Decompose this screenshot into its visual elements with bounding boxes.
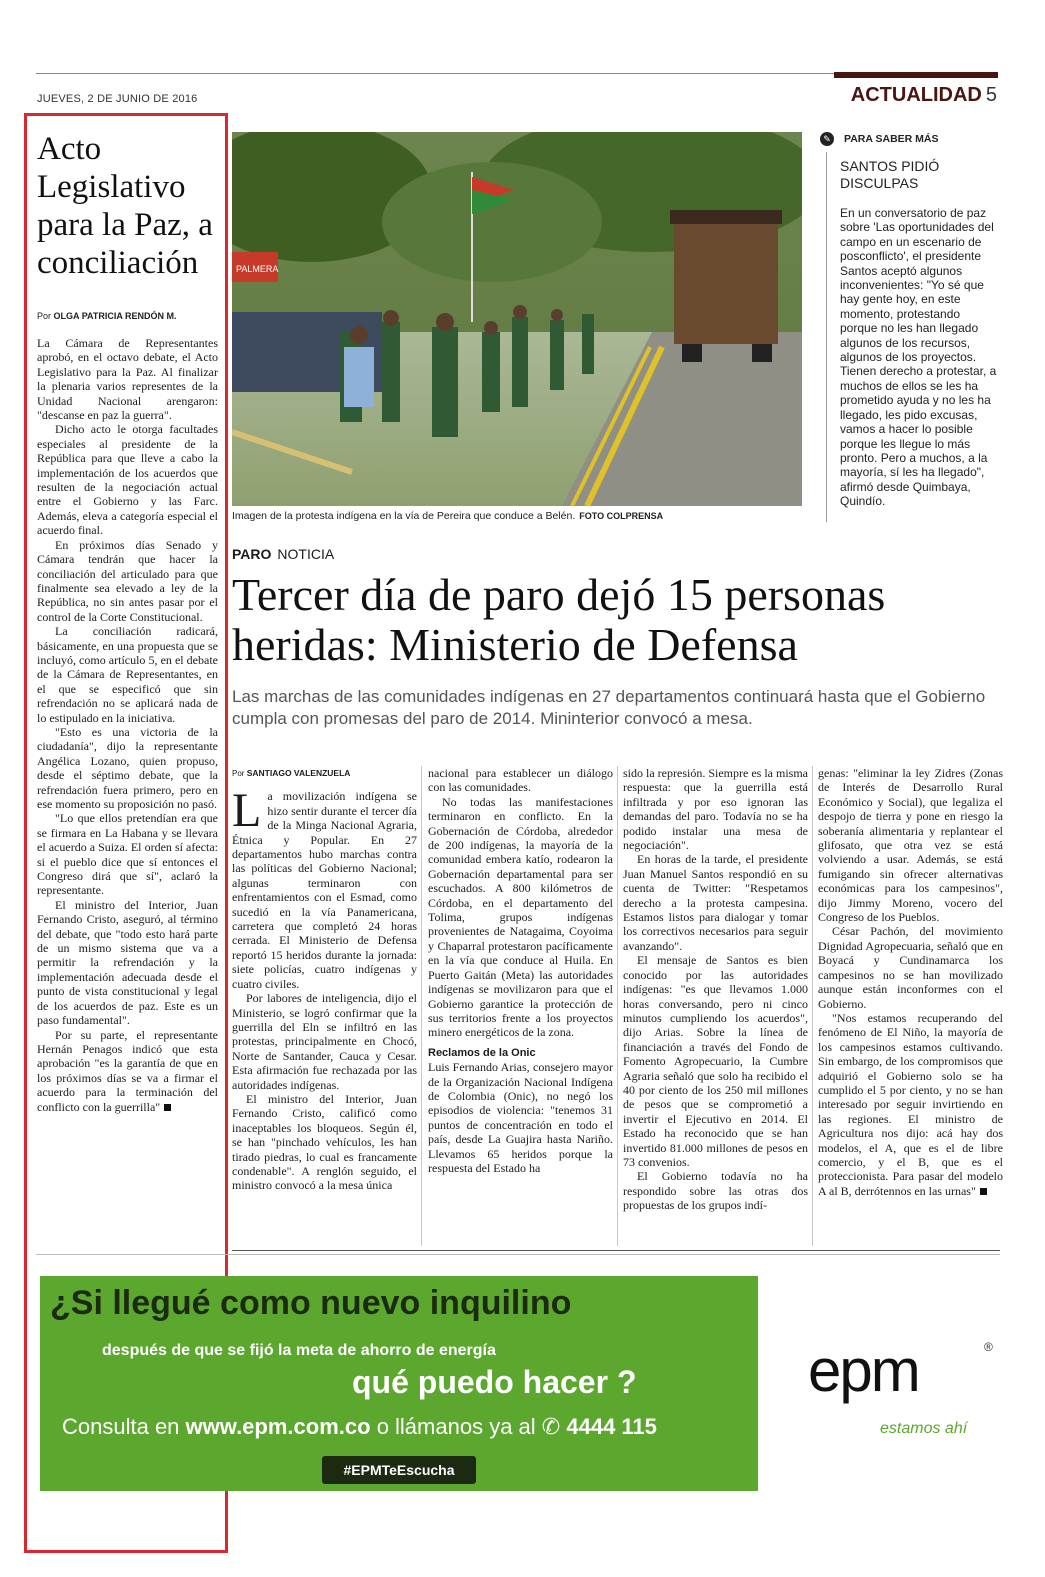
page-bottom-rule: [36, 1254, 1000, 1255]
paragraph: Por labores de inteligencia, dijo el Ministerio, se logró confirmar que la guerrilla del Eln se infiltró en las protestas, principalmente en Chocó, Norte de Santander, Cauca y Cesar. Esta afirmación fue rechazada por las autoridades indígenas.: [232, 991, 417, 1092]
phone-icon: ✆: [541, 1414, 561, 1439]
ad-url[interactable]: www.epm.com.co: [185, 1414, 371, 1439]
paragraph: Luis Fernando Arias, consejero mayor de la Organización Nacional Indígena de Colombia (Onic), no negó los episodios de violencia: "tenemos 31 puntos de concentración en todo el país, desde La Guajira hasta Nariño. Llevamos 65 heridos porque la respuesta del Estado ha: [428, 1060, 613, 1175]
subheading: Reclamos de la Onic: [428, 1046, 536, 1059]
photo-caption: Imagen de la protesta indígena en la vía de Pereira que conduce a Belén. FOTO COLPRENSA: [232, 510, 664, 522]
ad-green-panel: [40, 1276, 758, 1491]
photo-credit: FOTO COLPRENSA: [579, 511, 664, 521]
sidebar-tag: ✎ PARA SABER MÁS: [820, 132, 939, 146]
paragraph: genas: "eliminar la ley Zidres (Zonas de Interés de Desarrollo Rural Económico y Social), que legaliza el despojo de tierra y pone en riesgo la soberanía alimentaria y replantear el glifosato, que otra vez se está volviendo a usar. Además, se está fumigando sin ofrecer alternativas económicas para los campesinos", dijo Jimmy Moreno, vocero del Congreso de los Pueblos.: [818, 766, 1003, 925]
main-article-byline: Por SANTIAGO VALENZUELA: [232, 768, 351, 778]
paragraph: En horas de la tarde, el presidente Juan Manuel Santos respondió en su cuenta de Twitter: "Respetamos derecho a la protesta campesina. Estamos listos para dialogar y tomar los correctivos necesarios para seguir avanzando".: [623, 852, 808, 953]
page-number: 5: [985, 84, 997, 106]
paragraph: nacional para establecer un diálogo con las comunidades.: [428, 766, 613, 795]
section-rule: [834, 72, 998, 78]
article-bottom-rule: [232, 1250, 1000, 1251]
paragraph: César Pachón, del movimiento Dignidad Agropecuaria, señaló que en Boyacá y Cundinamarca los campesinos no se han movilizado aunque están inconformes con el Gobierno.: [818, 924, 1003, 1011]
protest-photo-illustration: [232, 132, 802, 506]
ad-subline: después de que se fijó la meta de ahorro de energía: [102, 1342, 496, 1359]
article-column-1: [232, 766, 417, 1193]
sidebar-divider: [826, 152, 827, 522]
paragraph: El ministro del Interior, Juan Fernando Cristo, aseguró, al término del debate, que "todo esto hará parte de un mismo sistema que va a permitir la refrendación y la implementación adecuada desde el punto de vista constitucional y legal de los acuerdos de paz. Este es un paso fundamental".: [37, 897, 218, 1028]
paragraph: "Lo que ellos pretendían era que se firmara en La Habana y se llevara el acuerdo a Suiza. El orden sí afecta: si el pueblo dice que sí entonces el Congreso dirá que sí", aclaró la representante.: [37, 811, 218, 898]
left-article-headline: Acto Legislativo para la Paz, a conciliación: [37, 131, 213, 281]
main-article-headline: Tercer día de paro dejó 15 personas heridas: Ministerio de Defensa: [232, 569, 886, 670]
sidebar-body: En un conversatorio de paz sobre 'Las oportunidades del campo en un escenario de posconflicto', el presidente Santos aceptó algunos inconvenientes: "Yo sé que hay gente hoy, en este momento, protestando porque no les han llegado algunos de los recursos, algunos de los proyectos. Tienen derecho a protestar, a muchos de ellos se les ha prometido ayuda y no les ha llegado, les pido excusas, vamos a hacer lo posible porque les llegue lo más pronto. Pero a muchos, a la mayoría, sí les ha llegado", afirmó desde Quimbaya, Quindío.: [840, 206, 997, 509]
paragraph: sido la represión. Siempre es la misma respuesta: que la guerrilla está infiltrada y por eso ignoran las demandas del paro. Todavía no se ha podido instalar una mesa de negociación".: [623, 766, 808, 853]
ad-slogan: estamos ahí: [880, 1420, 968, 1437]
main-article-kicker: PARO NOTICIA: [232, 546, 335, 562]
drop-cap: L: [232, 784, 262, 838]
ad-hashtag: #EPMTeEscucha: [322, 1456, 476, 1484]
paragraph: "Esto es una victoria de la ciudadanía", dijo la representante Angélica Lozano, quien propuso, desde el séptimo debate, que la refrendación fuera primero, pero en ese momento su proposición no pasó.: [37, 724, 218, 811]
ad-headline: ¿Si llegué como nuevo inquilino: [50, 1284, 572, 1322]
main-article-deck: Las marchas de las comunidades indígenas en 27 departamentos continuará hasta que el Gobierno cumpla con promesas del paro de 2014. Mininterior convocó a mesa.: [232, 687, 986, 728]
left-article-byline: Por OLGA PATRICIA RENDÓN M.: [37, 311, 177, 321]
section-name: ACTUALIDAD: [850, 84, 982, 106]
pin-icon: ✎: [820, 132, 834, 146]
article-column-4: [818, 766, 1003, 1198]
paragraph: El Gobierno todavía no ha respondido sobre las otras dos propuestas de los grupos indí-: [623, 1169, 808, 1213]
section-header: [851, 84, 997, 107]
paragraph: La conciliación radicará, básicamente, en una propuesta que se incluyó, como artículo 5, en el debate de la Cámara de Representantes, en el que se especificó que sin refrendación no se aplicará nada de lo estipulado en la iniciativa.: [37, 624, 218, 725]
edition-date: JUEVES, 2 DE JUNIO DE 2016: [37, 93, 198, 105]
ad-question: qué puedo hacer ?: [352, 1364, 637, 1400]
ad-phone: 4444 115: [566, 1414, 657, 1439]
column-divider: [617, 766, 618, 1246]
column-divider: [421, 766, 422, 1246]
article-column-3: [623, 766, 808, 1213]
paragraph: La Cámara de Representantes aprobó, en el octavo debate, el Acto Legislativo para la Paz. Al finalizar la plenaria varios representes de la Unidad Nacional arengaron: "descanse en paz la guerra".: [37, 336, 218, 423]
article-column-2: [428, 766, 613, 1175]
photo-sign-text: PALMERA: [236, 264, 279, 274]
end-mark: [164, 1104, 171, 1111]
sidebar-title: SANTOS PIDIÓ DISCULPAS: [840, 158, 940, 191]
paragraph: El mensaje de Santos es bien conocido por las autoridades indígenas: "es que llevamos 1.000 horas conversando, pero ni cinco minutos cumpliendo los acuerdos", dijo Arias. Sobre la línea de financiación a través del Fondo de Fomento Agropecuario, la Cumbre Agraria señaló que solo ha recibido el 40 por ciento de los 250 mil millones de pesos que se comprometió a invertir el Ejecutivo en 2014. El Estado ha reconocido que se han invertido 81.000 millones de pesos en 73 convenios.: [623, 953, 808, 1169]
epm-logo: epm: [808, 1337, 919, 1404]
column-divider: [812, 766, 813, 1246]
epm-advertisement: [40, 1276, 1000, 1491]
news-photo: [232, 132, 802, 506]
ad-contact: Consulta en www.epm.com.co o llámanos ya al ✆ 4444 115: [62, 1414, 657, 1439]
paragraph: Dicho acto le otorga facultades especiales al presidente de la República para que lleve a cabo la implementación de los acuerdos que resulten de la negociación actual entre el Gobierno y las Farc. Además, eleva a categoría especial el acuerdo final.: [37, 422, 218, 538]
paragraph: Por su parte, el representante Hernán Penagos indicó que esta aprobación "es la garantía de que en los próximos días se va a firmar el acuerdo para la terminación del conflicto con la guerrilla": [37, 1027, 218, 1114]
paragraph: La movilización indígena se hizo sentir durante el tercer día de la Minga Nacional Agraria, Étnica y Popular. En 27 departamentos hubo marchas contra las políticas del Gobierno Nacional; algunas terminaron con enfrentamientos con el Esmad, como sucedió en la vía Panamericana, carretera que completó 24 horas cerrada. El Ministerio de Defensa reportó 15 heridos durante la jornada: siete policías, cuatro indígenas y cuatro civiles.: [232, 784, 417, 991]
registered-mark: ®: [984, 1340, 993, 1354]
end-mark: [980, 1188, 987, 1195]
paragraph: "Nos estamos recuperando del fenómeno de El Niño, la mayoría de los campesinos estamos cultivando. Sin embargo, de los compromisos que adquirió el Gobierno solo se ha cumplido el 5 por ciento, y no se han interesado por seguir invirtiendo en las regiones. El ministro de Agricultura nos dijo: acá hay dos modelos, el A, que es el de libre comercio, y el B, que es el proteccionista. Para pasar del modelo A al B, derrótennos en las urnas": [818, 1010, 1003, 1198]
paragraph: No todas las manifestaciones terminaron en conflicto. En la Gobernación de Córdoba, alrededor de 200 indígenas, la mayoría de la comunidad embera katío, rodearon la Gobernación departamental para ser escuchados. A 800 kilómetros de Córdoba, en el departamento del Tolima, grupos indígenas provenientes de Natagaima, Coyoima y Chaparral protestaron pacíficamente en la vía que conduce al Huila. En Puerto Gaitán (Meta) las autoridades indígenas se movilizaron para que el Gobierno garantice la protección de sus territorios frente a los proyectos minero energéticos de la zona.: [428, 794, 613, 1040]
paragraph: En próximos días Senado y Cámara tendrán que hacer la conciliación del articulado para que finalmente sea elevado a ley de la República, no sin antes pasar por el control de la Corte Constitucional.: [37, 537, 218, 624]
paragraph: El ministro del Interior, Juan Fernando Cristo, calificó como inaceptables los bloqueos. Según él, se han "pinchado vehículos, les han tirado piedras, lo cual es francamente condenable". A renglón seguido, el ministro convocó a la mesa única: [232, 1091, 417, 1193]
left-article-body: [37, 336, 218, 1114]
